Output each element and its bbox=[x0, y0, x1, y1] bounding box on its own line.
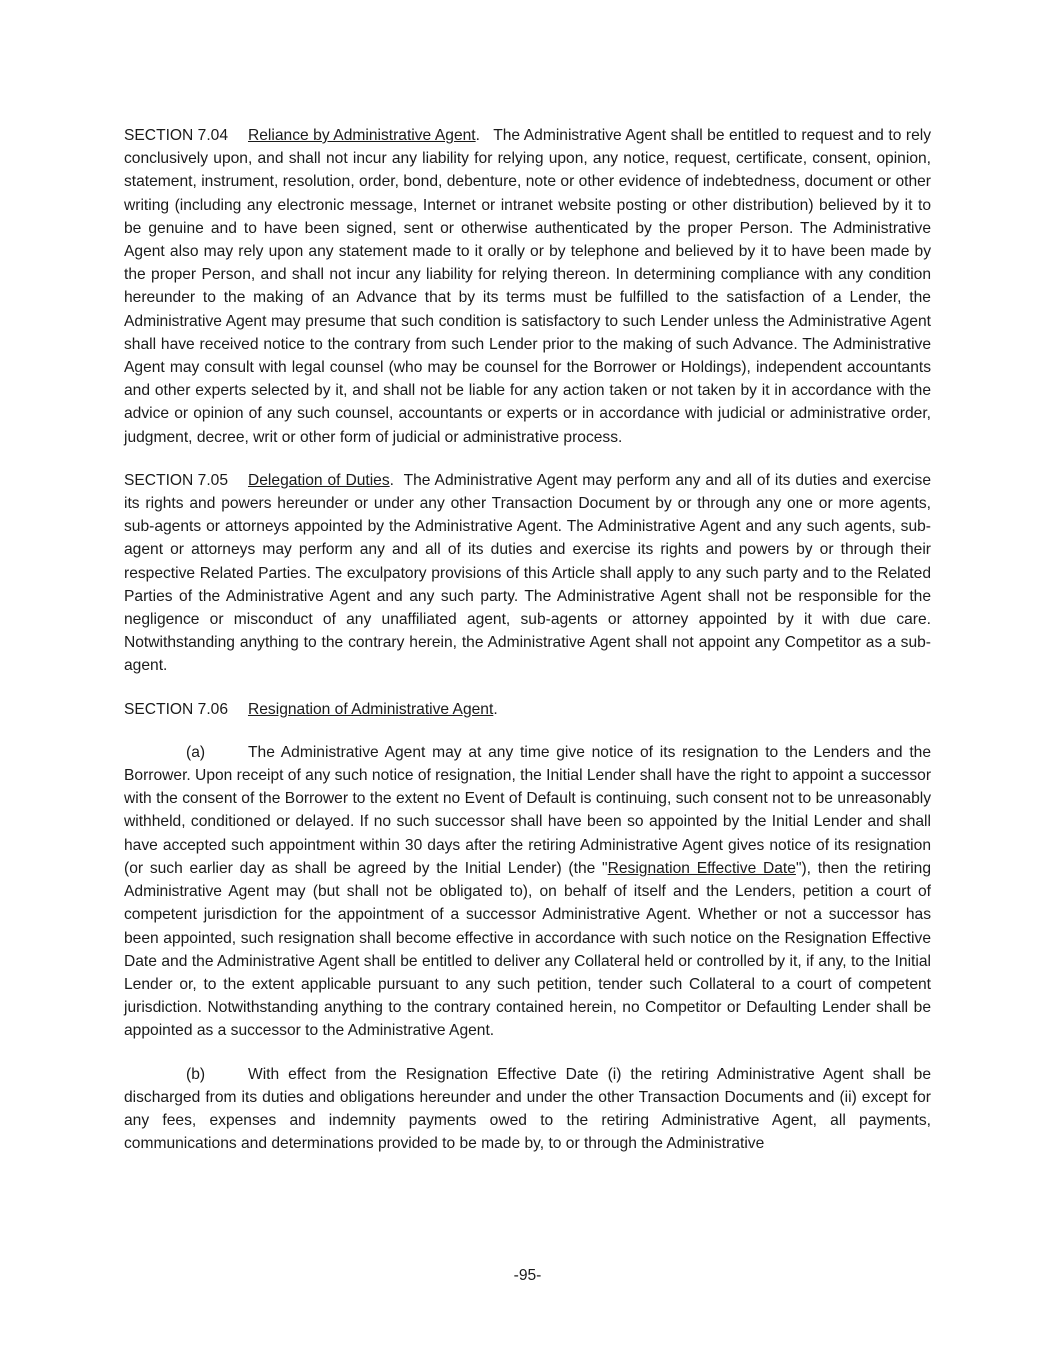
subsection-label: (a) bbox=[186, 743, 206, 761]
subsection-text: With effect from the Resignation Effective Date (i) the retiring Administrative Agent shall be discharged from its duties and obligations hereunder and under the other Transaction Documents and (ii) except for any fees, expenses and indemnity payments owed to the retiring Administrative Agent, all payments, communications and determinations provided to be made by, to or through the Administrative bbox=[124, 1065, 931, 1153]
heading-period: . bbox=[475, 127, 480, 144]
section-heading: Delegation of Duties bbox=[248, 471, 390, 489]
subsection-text-before: The Administrative Agent may at any time give notice of its resignation to the Lenders and the Borrower. Upon receipt of any such notice of resignation, the Initial Lender shall have the right to appoint a successor with the consent of the Borrower to the extent no Event of Default is continuing, such consent not to be unreasonably withheld, conditioned or delayed. If no such successor shall have been so appointed by the Initial Lender and shall have accepted such appointment within 30 days after the retiring Administrative Agent gives notice of its resignation (or such earlier day as shall be agreed by the Initial Lender) (the " bbox=[124, 743, 932, 877]
heading-period: . bbox=[389, 471, 394, 489]
document-page bbox=[124, 124, 931, 1155]
section-heading: Reliance by Administrative Agent bbox=[248, 127, 476, 144]
heading-period: . bbox=[493, 700, 498, 718]
section-body: The Administrative Agent shall be entitled to request and to rely conclusively upon, and shall not incur any liability for relying upon, any notice, request, certificate, consent, opinion, statement, instrument, resolution, order, bond, debenture, note or other evidence of indebtedness, document or other writing (including any electronic message, Internet or intranet website posting or other distribution) believed by it to be genuine and to have been signed, sent or otherwise authenticated by the proper Person. The Administrative Agent also may rely upon any statement made to it orally or by telephone and believed by it to have been made by the proper Person, and shall not incur any liability for relying thereon. In determining compliance with any condition hereunder to the making of an Advance that by its terms must be fulfilled to the satisfaction of a Lender, the Administrative Agent may presume that such condition is satisfactory to such Lender unless the Administrative Agent shall have received notice to the contrary from such Lender prior to the making of such Advance. The Administrative Agent may consult with legal counsel (who may be counsel for the Borrower or Holdings), independent accountants and other experts selected by it, and shall not be liable for any action taken or not taken by it in accordance with the advice or opinion of any such counsel, accountants or experts or in accordance with judicial or administrative order, judgment, decree, writ or other form of judicial or administrative process. bbox=[124, 127, 932, 446]
spacer bbox=[124, 678, 931, 698]
section-number: SECTION 7.06 bbox=[124, 700, 228, 718]
defined-term: Resignation Effective Date bbox=[607, 859, 796, 877]
subsection-b bbox=[124, 1063, 931, 1156]
subsection-label: (b) bbox=[186, 1065, 206, 1083]
spacer bbox=[124, 1043, 931, 1063]
spacer bbox=[124, 721, 931, 741]
section-number: SECTION 7.05 bbox=[124, 471, 228, 489]
page-number: -95- bbox=[513, 1267, 542, 1284]
section-heading: Resignation of Administrative Agent bbox=[248, 700, 494, 718]
subsection-text-after: "), then the retiring Administrative Agent may (but shall not be obligated to), on behalf of itself and the Lenders, petition a court of competent jurisdiction for the appointment of a successor Administrative Agent. Whether or not a successor has been appointed, such resignation shall become effective in accordance with such notice on the Resignation Effective Date and the Administrative Agent shall be entitled to deliver any Collateral held or controlled by it, if any, to the Initial Lender or, to the extent applicable pursuant to any such petition, tender such Collateral to a court of competent jurisdiction. Notwithstanding anything to the contrary contained herein, no Competitor or Defaulting Lender shall be appointed as a successor to the Administrative Agent. bbox=[124, 859, 932, 1040]
section-7-04 bbox=[124, 124, 931, 449]
section-7-05 bbox=[124, 469, 931, 678]
section-body: The Administrative Agent may perform any and all of its duties and exercise its rights and powers hereunder or under any other Transaction Document by or through any one or more agents, sub-agents or attorneys appointed by the Administrative Agent. The Administrative Agent and any such agents, sub-agent or attorneys may perform any and all of its duties and exercise its rights and powers by or through their respective Related Parties. The exculpatory provisions of this Article shall apply to any such party and to the Related Parties of the Administrative Agent and any such party. The Administrative Agent shall not be responsible for the negligence or misconduct of any unaffiliated agent, sub-agents or attorney appointed by it with due care. Notwithstanding anything to the contrary herein, the Administrative Agent shall not appoint any Competitor as a sub-agent. bbox=[124, 471, 931, 675]
subsection-a bbox=[124, 741, 931, 1043]
spacer bbox=[124, 449, 931, 469]
section-number: SECTION 7.04 bbox=[124, 127, 228, 144]
section-7-06 bbox=[124, 698, 931, 721]
